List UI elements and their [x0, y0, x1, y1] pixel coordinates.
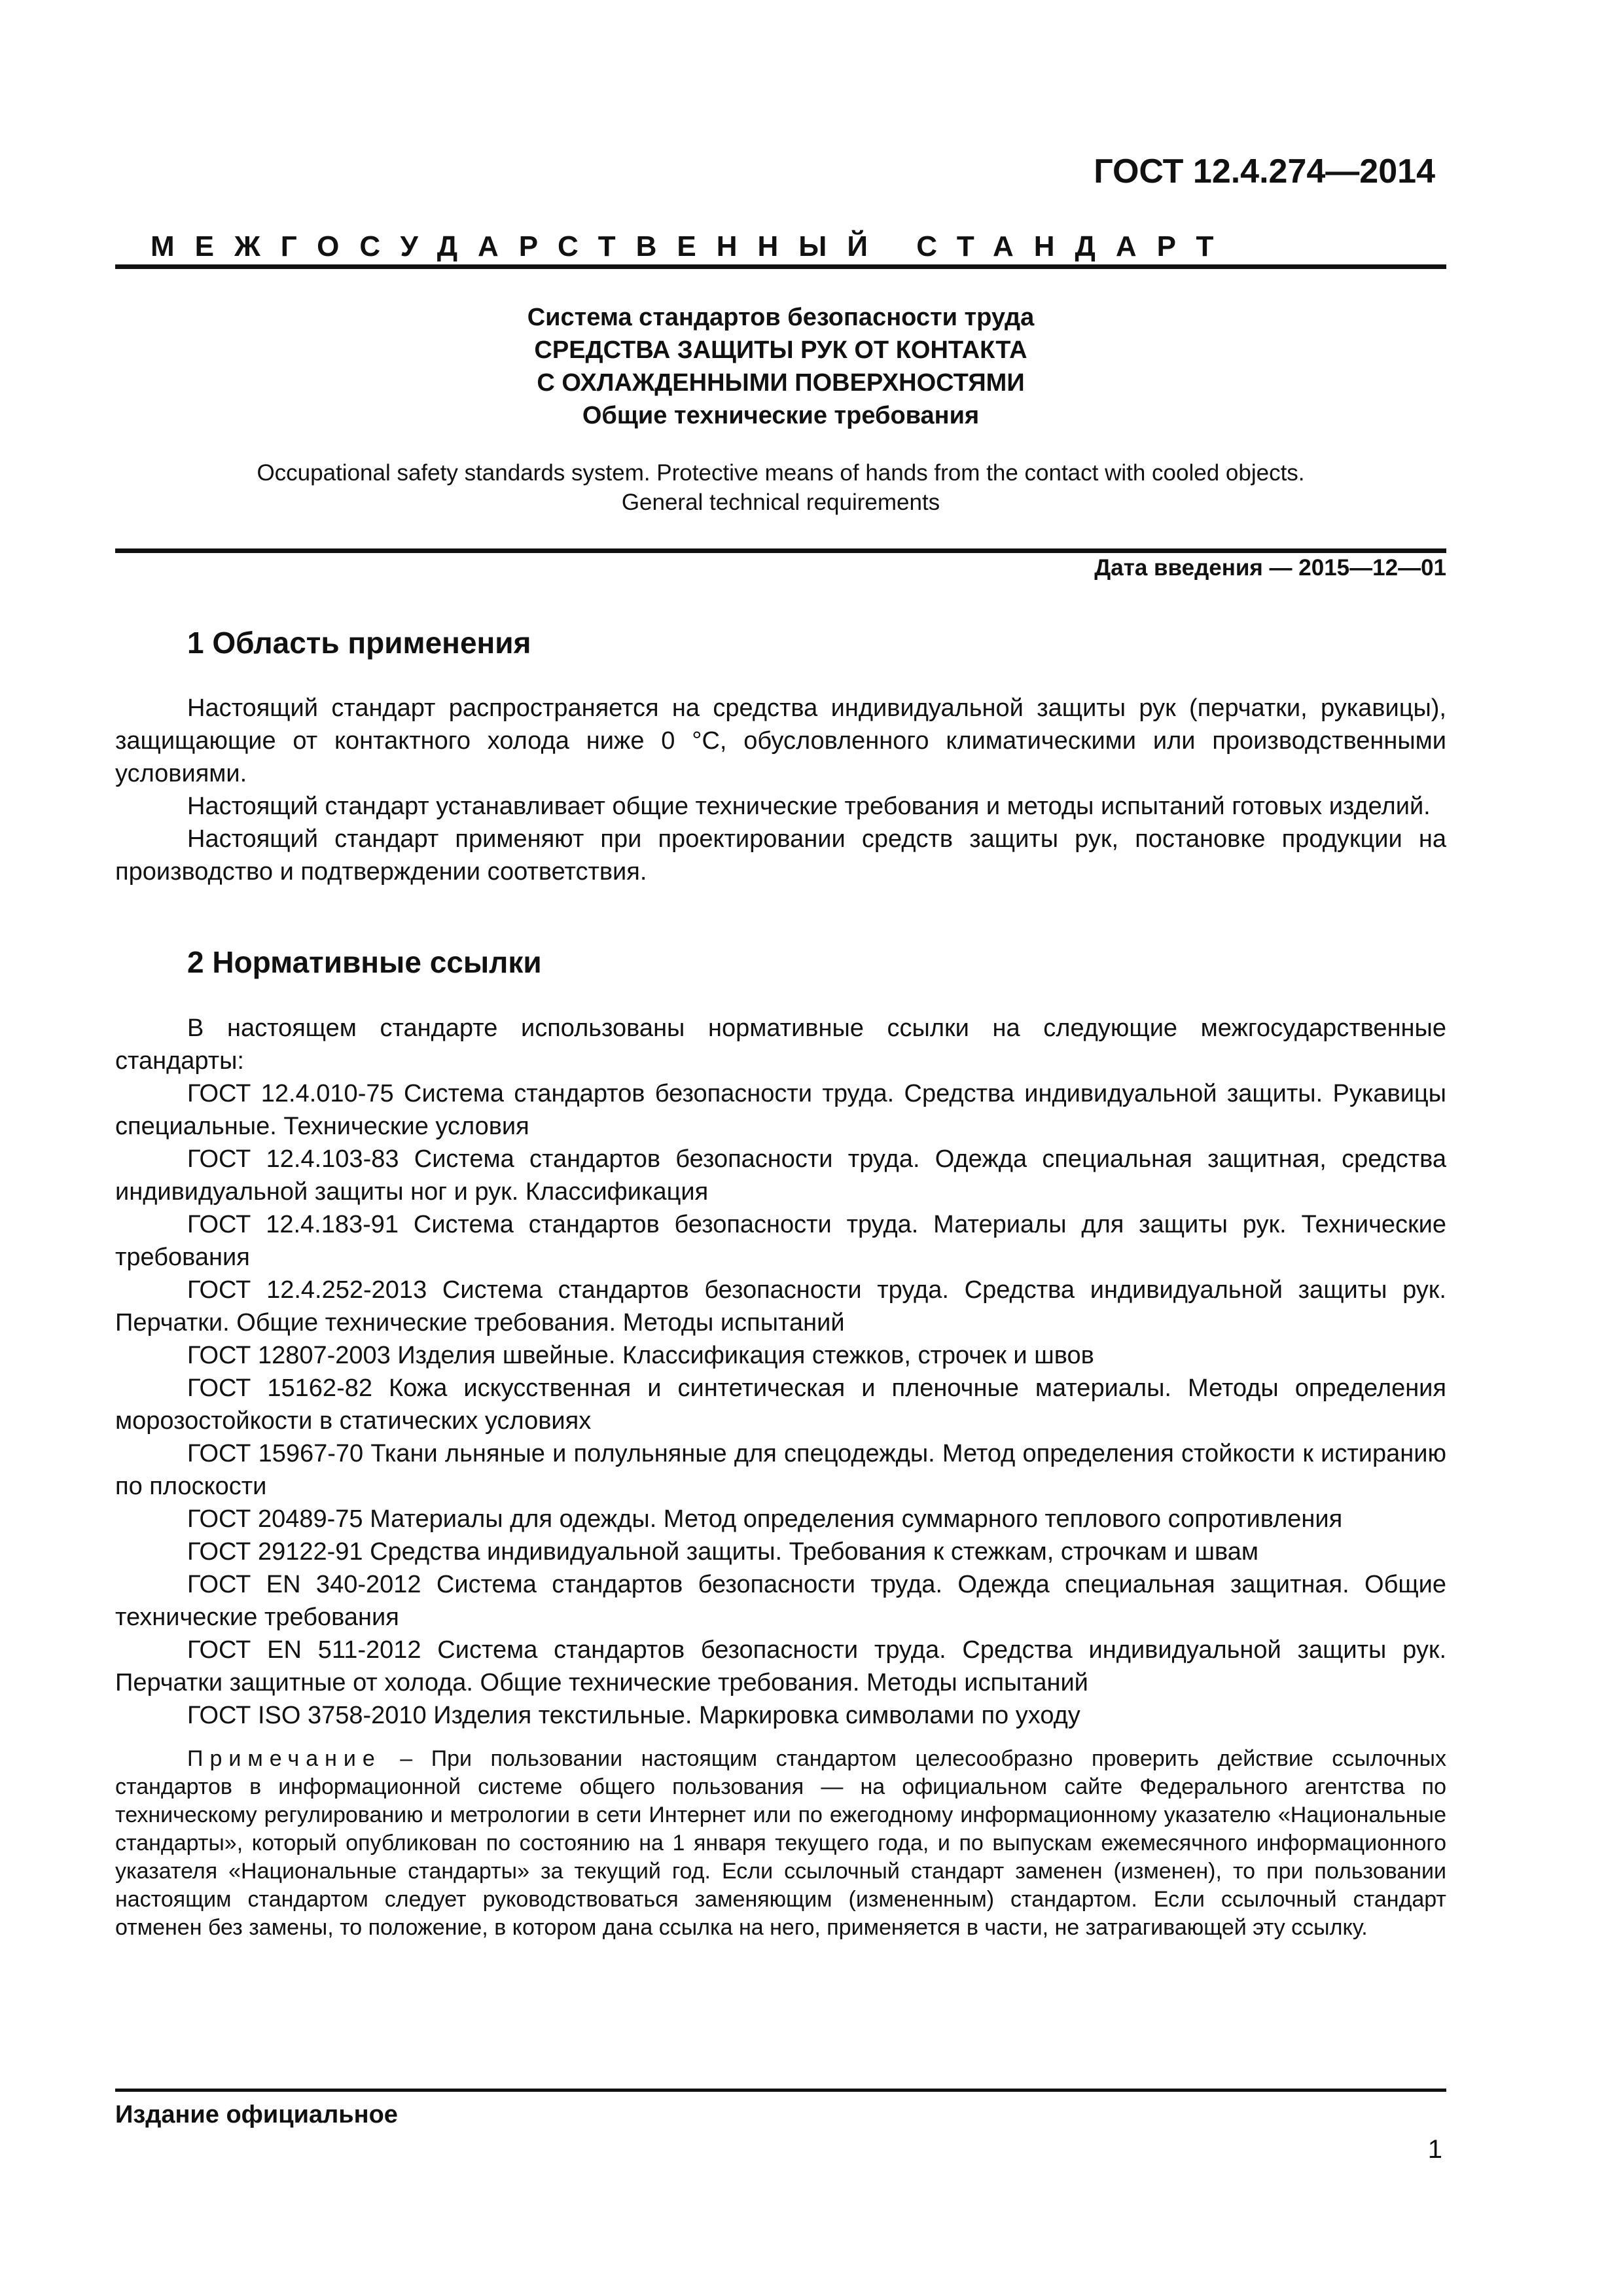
title-series: Система стандартов безопасности труда — [527, 304, 1035, 331]
reference-item: ГОСТ 20489-75 Материалы для одежды. Метод определения суммарного теплового сопротивления — [187, 1505, 1343, 1533]
title-divider — [115, 548, 1446, 553]
section-2-heading: 2 Нормативные ссылки — [187, 945, 542, 979]
note — [115, 1745, 1446, 1942]
reference-item: ГОСТ 29122-91 Средства индивидуальной защиты. Требования к стежкам, строчкам и швам — [187, 1538, 1259, 1566]
introduction-date: Дата введения — 2015—12—01 — [1094, 555, 1446, 581]
english-title — [115, 458, 1446, 517]
paragraph: Настоящий стандарт устанавливает общие технические требования и методы испытаний готовых изделий. — [187, 793, 1431, 820]
reference-item: ГОСТ 12807-2003 Изделия швейные. Классификация стежков, строчек и швов — [187, 1342, 1094, 1369]
title-main-line-1: СРЕДСТВА ЗАЩИТЫ РУК ОТ КОНТАКТА — [534, 336, 1027, 364]
english-title-line-1: Occupational safety standards system. Protective means of hands from the contact with cooled objects. — [257, 460, 1305, 486]
section-1-heading: 1 Область применения — [187, 626, 531, 660]
paragraph: Настоящий стандарт распространяется на средства индивидуальной защиты рук (перчатки, рукавицы), защищающие от контактного холода ниже 0 °С, обусловленного климатическими или производственными условиями. — [115, 694, 1446, 787]
title-subtitle: Общие технические требования — [582, 402, 980, 429]
reference-item: ГОСТ ISO 3758-2010 Изделия текстильные. Маркировка символами по уходу — [187, 1702, 1080, 1729]
title-main-line-2: С ОХЛАЖДЕННЫМИ ПОВЕРХНОСТЯМИ — [537, 369, 1025, 397]
reference-item: ГОСТ EN 340-2012 Система стандартов безопасности труда. Одежда специальная защитная. Общие технические требования — [115, 1571, 1446, 1631]
reference-item: ГОСТ 15967-70 Ткани льняные и полульняные для спецодежды. Метод определения стойкости к истиранию по плоскости — [115, 1440, 1446, 1500]
reference-item: ГОСТ 12.4.252-2013 Система стандартов безопасности труда. Средства индивидуальной защиты рук. Перчатки. Общие технические требования. Методы испытаний — [115, 1276, 1446, 1336]
english-title-line-2: General technical requirements — [621, 490, 940, 515]
paragraph: В настоящем стандарте использованы нормативные ссылки на следующие межгосударственные стандарты: — [115, 1014, 1446, 1075]
reference-item: ГОСТ 12.4.183-91 Система стандартов безопасности труда. Материалы для защиты рук. Технические требования — [115, 1211, 1446, 1271]
paragraph: Настоящий стандарт применяют при проектировании средств защиты рук, постановке продукции на производство и подтверждении соответствия. — [115, 825, 1446, 886]
document-number: ГОСТ 12.4.274—2014 — [1094, 152, 1435, 190]
section-1-body — [115, 692, 1446, 888]
reference-item: ГОСТ 12.4.103-83 Система стандартов безопасности труда. Одежда специальная защитная, средства индивидуальной защиты ног и рук. Классификация — [115, 1145, 1446, 1206]
reference-item: ГОСТ EN 511-2012 Система стандартов безопасности труда. Средства индивидуальной защиты рук. Перчатки защитные от холода. Общие технические требования. Методы испытаний — [115, 1636, 1446, 1696]
section-2-body — [115, 1012, 1446, 1732]
note-label: Примечание — [187, 1746, 382, 1771]
header-divider — [115, 264, 1446, 269]
reference-item: ГОСТ 12.4.010-75 Система стандартов безопасности труда. Средства индивидуальной защиты. Рукавицы специальные. Технические условия — [115, 1080, 1446, 1140]
interstate-standard-heading: МЕЖГОСУДАРСТВЕННЫЙ СТАНДАРТ — [151, 230, 1234, 262]
note-text: – При пользовании настоящим стандартом целесообразно проверить действие ссылочных стандартов в информационной системе общего пользования — на официальном сайте Федерального агентства по техническому регулированию и метрологии в сети Интернет или по ежегодному информационному указателю «Национальные стандарты», который опубликован по состоянию на 1 января текущего года, и по выпускам ежемесячного информационного указателя «Национальные стандарты» за текущий год. Если ссылочный стандарт заменен (изменен), то при пользовании настоящим стандартом следует руководствоваться заменяющим (измененным) стандартом. Если ссылочный стандарт отменен без замены, то положение, в котором дана ссылка на него, применяется в части, не затрагивающей эту ссылку. — [115, 1746, 1446, 1940]
footer-divider — [115, 2089, 1446, 2092]
official-edition-label: Издание официальное — [115, 2101, 398, 2128]
reference-item: ГОСТ 15162-82 Кожа искусственная и синтетическая и пленочные материалы. Методы определения морозостойкости в статических условиях — [115, 1374, 1446, 1435]
page-number: 1 — [1427, 2135, 1442, 2164]
document-title — [115, 301, 1446, 432]
